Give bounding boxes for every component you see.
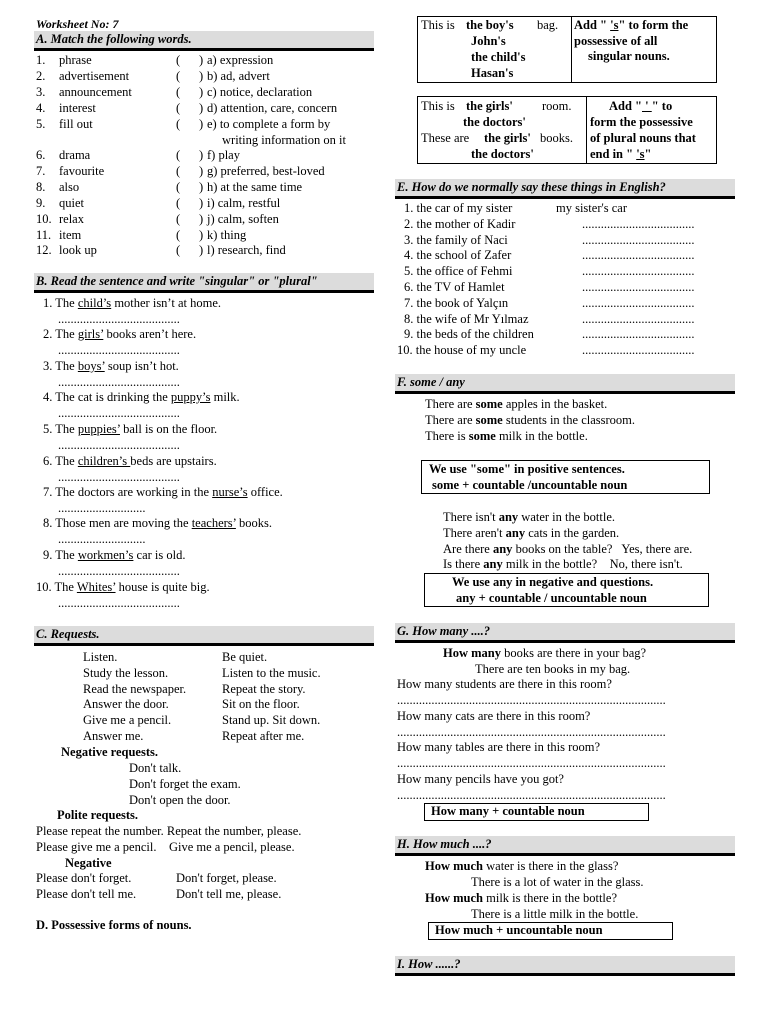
section-g-header: G. How many ....? — [395, 623, 735, 643]
match-paren-open: ( — [176, 117, 181, 131]
match-word: item — [59, 228, 82, 242]
phrase-item: 9. the beds of the children — [404, 327, 534, 342]
answer-line: ....................................... — [58, 470, 180, 484]
match-meaning: f) play — [207, 148, 240, 162]
match-meaning-cont: writing information on it — [222, 133, 346, 147]
sentence-post: books. — [235, 516, 273, 530]
question: How many pencils have you got? — [397, 772, 564, 787]
box2-rule-3: of plural nouns that — [590, 131, 696, 145]
match-number: 6. — [36, 148, 46, 162]
box-divider-2 — [586, 96, 587, 164]
match-meaning: k) thing — [207, 228, 247, 242]
match-number: 9. — [36, 196, 46, 210]
some-sentence — [425, 429, 588, 445]
negative-polite: Please don't tell me. — [36, 886, 137, 901]
sentence-3 — [43, 359, 179, 375]
section-f-header: F. some / any — [395, 374, 735, 394]
sentence-number: 3. — [43, 359, 53, 373]
box2-books: books. — [540, 131, 573, 145]
sentence-10 — [36, 580, 210, 596]
match-number: 10. — [36, 212, 52, 226]
answer-line: ...................................................................................... — [397, 693, 666, 707]
possessive-name: the boy's — [466, 18, 514, 32]
possessive-noun: boys’ — [77, 359, 105, 373]
possessive-noun: girls’ — [77, 327, 104, 341]
phrase-item: 7. the book of Yalçın — [404, 295, 509, 310]
box2-these-are: These are — [421, 131, 470, 145]
sentence-post: milk. — [210, 390, 240, 404]
sentence-number: 2. — [43, 327, 53, 341]
box2-b1: the girls' — [484, 131, 531, 145]
sentence-pre: There are — [425, 413, 476, 427]
sentence-pre: There is — [425, 429, 469, 443]
sentence-pre: The — [55, 359, 78, 373]
sentence-number: 9. — [43, 548, 53, 562]
match-paren-open: ( — [176, 212, 181, 226]
keyword: some — [468, 429, 496, 443]
keyword: some — [475, 397, 503, 411]
any-sentence — [443, 557, 683, 573]
possessive-noun: workmen’s — [77, 548, 134, 562]
sentence-post: students in the classroom. — [502, 413, 636, 427]
polite-requests-title: Polite requests. — [57, 808, 139, 822]
polite-request: Please give me a pencil. Give me a pencil, please. — [36, 839, 295, 854]
match-word: advertisement — [59, 69, 130, 83]
match-number: 11. — [36, 228, 52, 242]
match-number: 8. — [36, 180, 46, 194]
negative-request: Don't talk. — [129, 761, 182, 775]
sentence-9 — [43, 548, 185, 564]
match-paren-open: ( — [176, 53, 181, 67]
box2-this-is: This is — [421, 99, 455, 113]
match-paren-close: ) — [199, 53, 204, 67]
any-rule-1: We use any in negative and questions. — [452, 575, 654, 589]
negative-requests-title: Negative requests. — [61, 745, 158, 759]
phrase-item: 4. the school of Zafer — [404, 248, 512, 263]
request: Sit on the floor. — [222, 697, 300, 712]
sentence-pre: The — [55, 327, 78, 341]
box2-b2: the doctors' — [471, 147, 534, 161]
match-word: interest — [59, 101, 96, 115]
match-paren-close: ) — [199, 101, 204, 115]
sentence-post: apples in the basket. — [502, 397, 608, 411]
box1-bag: bag. — [537, 18, 559, 32]
box1-this-is: This is — [421, 18, 455, 32]
phrase-item: 6. the TV of Hamlet — [404, 280, 505, 294]
answer-line: ............................ — [58, 501, 146, 515]
possessive-noun: children’s — [77, 454, 131, 468]
answer-line: .................................... — [582, 232, 695, 247]
match-word: favourite — [59, 164, 105, 178]
possessive-name: Hasan's — [471, 66, 514, 80]
possessive-noun: child’s — [77, 296, 112, 310]
box1-rule: Add " 's" to form the — [574, 18, 689, 32]
keyword: any — [483, 557, 503, 572]
sentence-number: 7. — [43, 485, 53, 499]
section-c-header: C. Requests. — [34, 626, 374, 646]
request: Study the lesson. — [83, 665, 169, 680]
how-much-question — [425, 859, 618, 875]
match-paren-close: ) — [199, 85, 204, 99]
match-meaning: j) calm, soften — [207, 212, 279, 226]
match-paren-open: ( — [176, 164, 181, 178]
phrase-item: 5. the office of Fehmi — [404, 264, 513, 279]
sentence-post: milk in the bottle? No, there isn't. — [502, 557, 683, 572]
keyword: any — [505, 525, 526, 540]
request: Read the newspaper. — [83, 681, 187, 696]
sentence-pre: Are there — [443, 541, 493, 556]
match-word: fill out — [59, 117, 93, 131]
phrase-item: 1. the car of my sister — [404, 201, 513, 215]
sentence-1 — [43, 296, 221, 312]
question-text: milk is there in the bottle? — [483, 891, 617, 905]
answer-line: .................................... — [582, 216, 695, 231]
request: Repeat after me. — [222, 729, 305, 743]
any-sentence — [443, 526, 619, 542]
match-number: 2. — [36, 69, 46, 83]
match-number: 5. — [36, 117, 46, 131]
sentence-post: car is old. — [133, 548, 186, 562]
how-much-question — [425, 891, 617, 907]
match-number: 12. — [36, 243, 52, 257]
section-h-header: H. How much ....? — [395, 836, 735, 856]
answer-line: ....................................... — [58, 312, 180, 326]
match-meaning: h) at the same time — [207, 180, 303, 194]
polite-request: Please repeat the number. Repeat the number, please. — [36, 824, 302, 838]
sentence-5 — [43, 422, 217, 438]
answer-line: ....................................... — [58, 596, 180, 610]
match-paren-open: ( — [176, 101, 181, 115]
answer-line: ....................................... — [58, 343, 180, 357]
match-number: 7. — [36, 164, 46, 178]
match-paren-close: ) — [199, 228, 204, 242]
possessive-noun: puppies’ — [77, 422, 120, 436]
sentence-pre: There isn't — [443, 510, 499, 524]
answer-line: ............................ — [58, 532, 146, 546]
match-paren-open: ( — [176, 243, 181, 257]
sentence-pre: The doctors are working in the — [55, 485, 213, 499]
match-paren-open: ( — [176, 85, 181, 99]
sentence-number: 5. — [43, 422, 53, 436]
question: How many cats are there in this room? — [397, 708, 591, 723]
answer-line: .................................... — [582, 327, 695, 342]
box2-rule-2: form the possessive — [590, 115, 693, 129]
sentence-post: office. — [247, 485, 283, 499]
match-word: drama — [59, 148, 91, 162]
sentence-pre: Is there — [443, 557, 484, 572]
negative-polite: Please don't forget. — [36, 871, 132, 885]
possessive-name: John's — [471, 34, 506, 48]
section-b-header: B. Read the sentence and write "singular" or "plural" — [34, 273, 374, 293]
match-word: also — [59, 180, 80, 194]
match-number: 4. — [36, 101, 46, 115]
match-paren-close: ) — [199, 69, 204, 83]
possessive-noun: nurse’s — [212, 485, 248, 499]
box2-room: room. — [542, 99, 572, 113]
sentence-post: soup isn’t hot. — [104, 359, 179, 373]
keyword: How much — [425, 859, 483, 873]
box-divider — [571, 16, 572, 83]
answer-line: ....................................... — [58, 438, 180, 452]
match-meaning: b) ad, advert — [207, 69, 270, 83]
sentence-number: 6. — [43, 454, 53, 468]
how-much-answer: There is a lot of water in the glass. — [471, 875, 644, 889]
sentence-post: cats in the garden. — [525, 525, 620, 540]
negative-request: Don't forget the exam. — [129, 776, 241, 791]
answer-line: .................................... — [582, 280, 695, 294]
sentence-post: books on the table? Yes, there are. — [512, 541, 693, 556]
box1-rule-3: singular nouns. — [588, 49, 670, 63]
request: Answer the door. — [83, 697, 169, 712]
keyword: some — [475, 413, 503, 427]
section-d-title: D. Possessive forms of nouns. — [36, 918, 192, 932]
match-meaning: a) expression — [207, 53, 274, 67]
sentence-6 — [43, 454, 217, 470]
answer-line: ...................................................................................... — [397, 788, 666, 803]
some-rule-2: some + countable /uncountable noun — [432, 478, 628, 492]
sentence-4 — [43, 390, 240, 406]
match-meaning: g) preferred, best-loved — [207, 164, 325, 178]
match-paren-close: ) — [199, 164, 204, 178]
sentence-pre: The — [55, 454, 78, 468]
match-paren-close: ) — [199, 180, 204, 194]
example-answer: There are ten books in my bag. — [475, 662, 631, 676]
any-sentence — [443, 542, 692, 558]
answer-line: .................................... — [582, 295, 695, 310]
how-many-rule: How many + countable noun — [431, 804, 585, 818]
sentence-number: 8. — [43, 516, 53, 530]
possessive-noun: puppy’s — [170, 390, 211, 404]
how-much-answer: There is a little milk in the bottle. — [471, 907, 639, 921]
sentence-pre: The cat is drinking the — [55, 390, 171, 404]
match-paren-close: ) — [199, 148, 204, 162]
question: How many tables are there in this room? — [397, 740, 601, 755]
keyword: any — [498, 510, 519, 524]
negative-title: Negative — [65, 856, 112, 870]
negative-polite: Don't forget, please. — [176, 871, 277, 885]
worksheet-title: Worksheet No: 7 — [36, 17, 119, 31]
request: Answer me. — [83, 729, 144, 743]
question-text: water is there in the glass? — [483, 859, 619, 873]
how-much-rule: How much + uncountable noun — [435, 923, 603, 937]
sentence-post: mother isn’t at home. — [111, 296, 222, 310]
any-rule-2: any + countable / uncountable noun — [456, 591, 647, 605]
sentence-pre: The — [55, 296, 78, 310]
match-paren-close: ) — [199, 117, 204, 131]
match-meaning: l) research, find — [207, 243, 286, 257]
keyword: any — [492, 541, 513, 556]
sentence-pre: The — [55, 548, 78, 562]
phrase-item: 3. the family of Naci — [404, 232, 508, 247]
sentence-post: books aren’t here. — [103, 327, 197, 341]
question-text: books are there in your bag? — [501, 646, 647, 660]
match-meaning: e) to complete a form by — [207, 117, 331, 131]
possessive-name: the child's — [471, 50, 526, 64]
answer-line: ....................................... — [58, 564, 180, 578]
sentence-post: water in the bottle. — [518, 510, 616, 524]
negative-request: Don't open the door. — [129, 792, 231, 807]
sentence-2 — [43, 327, 196, 343]
box2-rule: Add " ' " to — [609, 99, 673, 113]
any-sentence — [443, 510, 615, 526]
match-paren-close: ) — [199, 243, 204, 257]
phrase-item: 2. the mother of Kadir — [404, 216, 516, 231]
sentence-number: 10. — [36, 580, 52, 594]
sentence-post: ball is on the floor. — [119, 422, 218, 436]
sentence-pre: Those men are moving the — [55, 516, 192, 530]
sentence-pre: The — [55, 422, 78, 436]
sentence-7 — [43, 485, 283, 501]
answer-line: ....................................... — [58, 406, 180, 420]
possessive-noun: Whites’ — [76, 580, 116, 594]
section-e-header: E. How do we normally say these things in English? — [395, 179, 735, 199]
match-paren-close: ) — [199, 212, 204, 226]
phrase-item: 8. the wife of Mr Yılmaz — [404, 311, 529, 326]
match-word: look up — [59, 243, 97, 257]
keyword: How many — [443, 646, 501, 660]
answer-line: ....................................... — [58, 375, 180, 389]
sentence-number: 1. — [43, 296, 53, 310]
request: Listen. — [83, 650, 118, 664]
match-paren-open: ( — [176, 180, 181, 194]
box1-rule-2: possessive of all — [574, 34, 658, 48]
negative-polite: Don't tell me, please. — [176, 886, 282, 901]
section-i-header: I. How ......? — [395, 956, 735, 976]
match-paren-open: ( — [176, 228, 181, 242]
sentence-8 — [43, 516, 272, 532]
request: Give me a pencil. — [83, 713, 172, 728]
sentence-pre: There are — [425, 397, 476, 411]
answer-line: ...................................................................................... — [397, 756, 666, 771]
answer-line: .................................... — [582, 248, 695, 263]
example-answer: my sister's car — [556, 201, 627, 215]
sentence-number: 4. — [43, 390, 53, 404]
sentence-post: milk in the bottle. — [495, 429, 588, 443]
request: Be quiet. — [222, 650, 268, 664]
match-number: 1. — [36, 53, 46, 67]
answer-line: .................................... — [582, 264, 695, 279]
box2-a2: the doctors' — [463, 115, 526, 129]
match-number: 3. — [36, 85, 46, 99]
some-sentence — [425, 397, 607, 413]
keyword: How much — [425, 891, 483, 905]
request: Stand up. Sit down. — [222, 713, 321, 728]
match-paren-open: ( — [176, 148, 181, 162]
match-paren-close: ) — [199, 196, 204, 210]
some-rule-1: We use "some" in positive sentences. — [429, 462, 625, 476]
answer-line: ...................................................................................... — [397, 724, 666, 739]
section-a-header: A. Match the following words. — [34, 31, 374, 51]
match-paren-open: ( — [176, 196, 181, 210]
example-question — [443, 646, 646, 662]
request: Listen to the music. — [222, 665, 321, 680]
sentence-pre: The — [54, 580, 77, 594]
sentence-pre: There aren't — [443, 525, 506, 540]
match-meaning: d) attention, care, concern — [207, 101, 338, 115]
answer-line: .................................... — [582, 343, 695, 358]
sentence-post: beds are upstairs. — [130, 454, 217, 468]
box2-rule-4: end in " 's" — [590, 147, 652, 161]
question: How many students are there in this room? — [397, 677, 612, 691]
some-sentence — [425, 413, 635, 429]
sentence-post: house is quite big. — [115, 580, 210, 594]
match-word: relax — [59, 212, 84, 226]
phrase-item: 10. the house of my uncle — [397, 343, 527, 358]
request: Repeat the story. — [222, 681, 306, 696]
match-meaning: c) notice, declaration — [207, 85, 313, 99]
match-meaning: i) calm, restful — [207, 196, 281, 210]
match-word: announcement — [59, 85, 132, 99]
match-word: phrase — [59, 53, 92, 67]
box2-a1: the girls' — [466, 99, 513, 113]
match-word: quiet — [59, 196, 84, 210]
answer-line: .................................... — [582, 311, 695, 326]
possessive-noun: teachers’ — [191, 516, 236, 530]
match-paren-open: ( — [176, 69, 181, 83]
